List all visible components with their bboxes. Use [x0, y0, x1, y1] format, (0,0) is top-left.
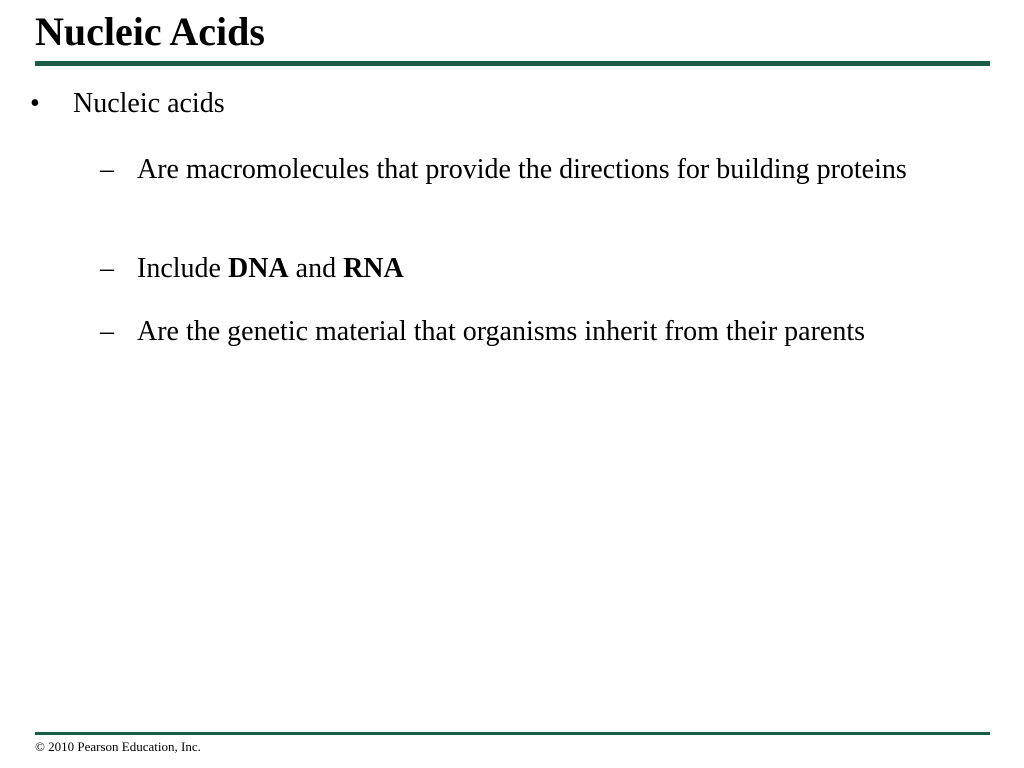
sub-bullet-genetic-material: [100, 313, 960, 350]
term-dna: DNA: [227, 253, 289, 284]
main-bullet-text: Nucleic acids: [73, 88, 225, 119]
footer-divider: [35, 732, 990, 735]
dash-icon: –: [100, 253, 114, 284]
main-bullet: [30, 86, 225, 122]
slide-title: Nucleic Acids: [35, 9, 265, 54]
bullet-icon: •: [30, 88, 40, 119]
sub-bullet-text: Are macromolecules that provide the directions for building proteins: [137, 154, 907, 185]
sub-bullet-dna-rna: [100, 250, 960, 287]
sub-bullet-text: Are the genetic material that organisms inherit from their parents: [137, 316, 866, 347]
term-rna: RNA: [343, 253, 404, 284]
sub-bullet-conjunction: and: [288, 253, 344, 284]
sub-bullet-prefix: Include: [137, 253, 228, 284]
sub-bullet-text: [137, 250, 960, 287]
copyright-notice: © 2010 Pearson Education, Inc.: [35, 739, 201, 754]
sub-bullet-macromolecules: [100, 151, 960, 188]
dash-icon: –: [100, 154, 114, 185]
title-divider: [35, 61, 990, 66]
dash-icon: –: [100, 316, 114, 347]
